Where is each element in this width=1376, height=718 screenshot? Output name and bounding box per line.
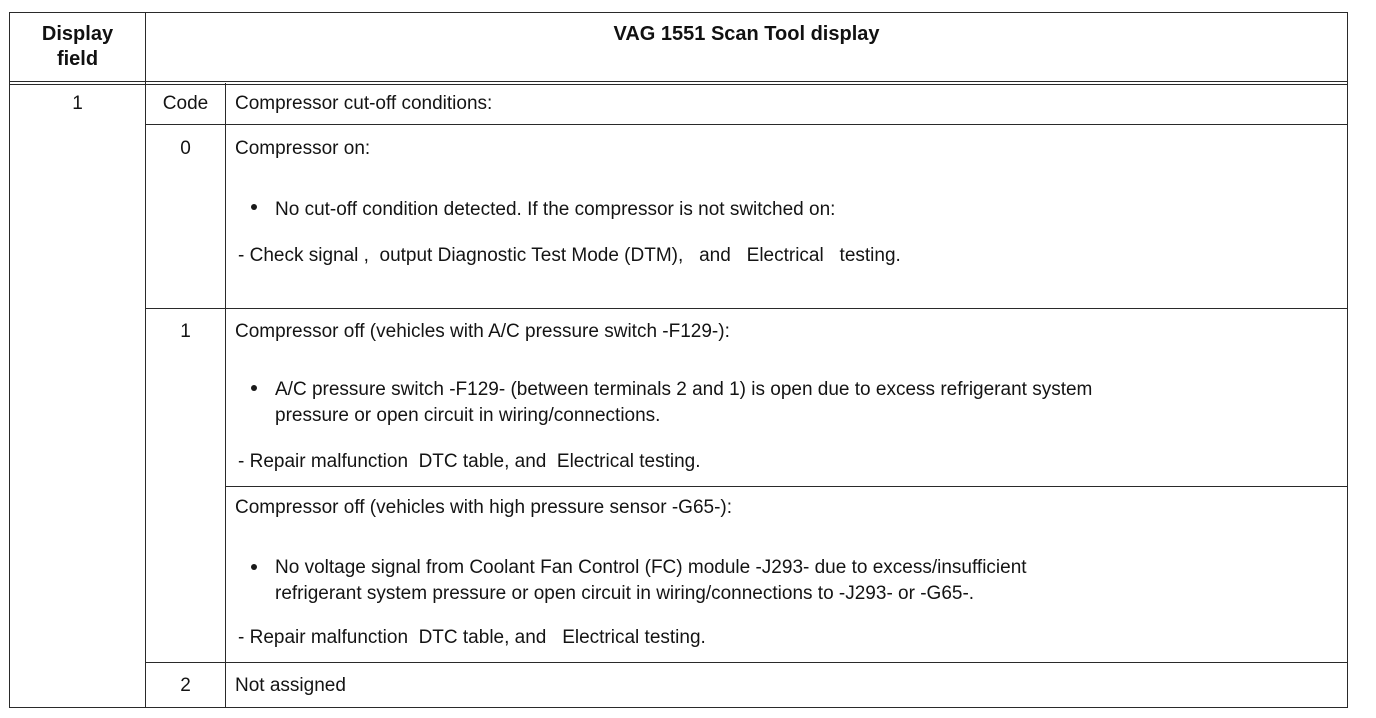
column-divider-code — [225, 83, 226, 708]
table-border-top — [9, 12, 1348, 13]
code-0-title: Compressor on: — [235, 138, 371, 159]
code-0-bullet-text: No cut-off condition detected. If the compressor is not switched on: — [275, 199, 836, 220]
code-0-action: - Check signal , output Diagnostic Test Mode (DTM), and Electrical testing. — [238, 245, 901, 266]
table-border-bottom — [9, 707, 1348, 708]
code-1-bullet-text-line2: pressure or open circuit in wiring/connections. — [275, 405, 661, 426]
code-0-bullet — [251, 204, 257, 210]
cutoff-conditions-table — [9, 12, 1348, 708]
code-1-g65-bullet-text-line2: refrigerant system pressure or open circuit in wiring/connections to -J293- or -G65-. — [275, 583, 975, 604]
code-value-2: 2 — [180, 675, 191, 696]
code-1-g65-title: Compressor off (vehicles with high pressure sensor -G65-): — [235, 497, 733, 518]
code-1-g65-bullet — [251, 564, 257, 570]
code-1-action: - Repair malfunction DTC table, and Electrical testing. — [238, 451, 701, 472]
table-border-right — [1347, 12, 1348, 708]
code-2-title: Not assigned — [235, 675, 346, 696]
code-label: Code — [162, 93, 209, 114]
header-divider-inner — [9, 84, 1348, 85]
code-value-0: 0 — [180, 138, 191, 159]
header-display-field-line1: Display — [41, 23, 114, 45]
row-divider-code-1a — [226, 486, 1348, 487]
code-1-title: Compressor off (vehicles with A/C pressure switch -F129-): — [235, 321, 730, 342]
header-display-field — [10, 22, 145, 72]
code-value-1: 1 — [180, 321, 191, 342]
field-number: 1 — [72, 93, 83, 114]
code-1-g65-action: - Repair malfunction DTC table, and Electrical testing. — [238, 627, 706, 648]
row-divider-code-header — [146, 124, 1348, 125]
code-1-bullet-text-line1: A/C pressure switch -F129- (between terminals 2 and 1) is open due to excess refrigerant system — [275, 379, 1093, 400]
row-divider-code-0 — [146, 308, 1348, 309]
code-1-g65-bullet-text-line1: No voltage signal from Coolant Fan Control (FC) module -J293- due to excess/insufficient — [275, 557, 1027, 578]
code-description: Compressor cut-off conditions: — [235, 93, 493, 114]
code-1-bullet — [251, 385, 257, 391]
header-divider — [9, 81, 1348, 82]
row-divider-code-1b — [146, 662, 1348, 663]
header-display-field-line2: field — [56, 48, 99, 70]
header-scan-tool-display: VAG 1551 Scan Tool display — [613, 23, 880, 45]
